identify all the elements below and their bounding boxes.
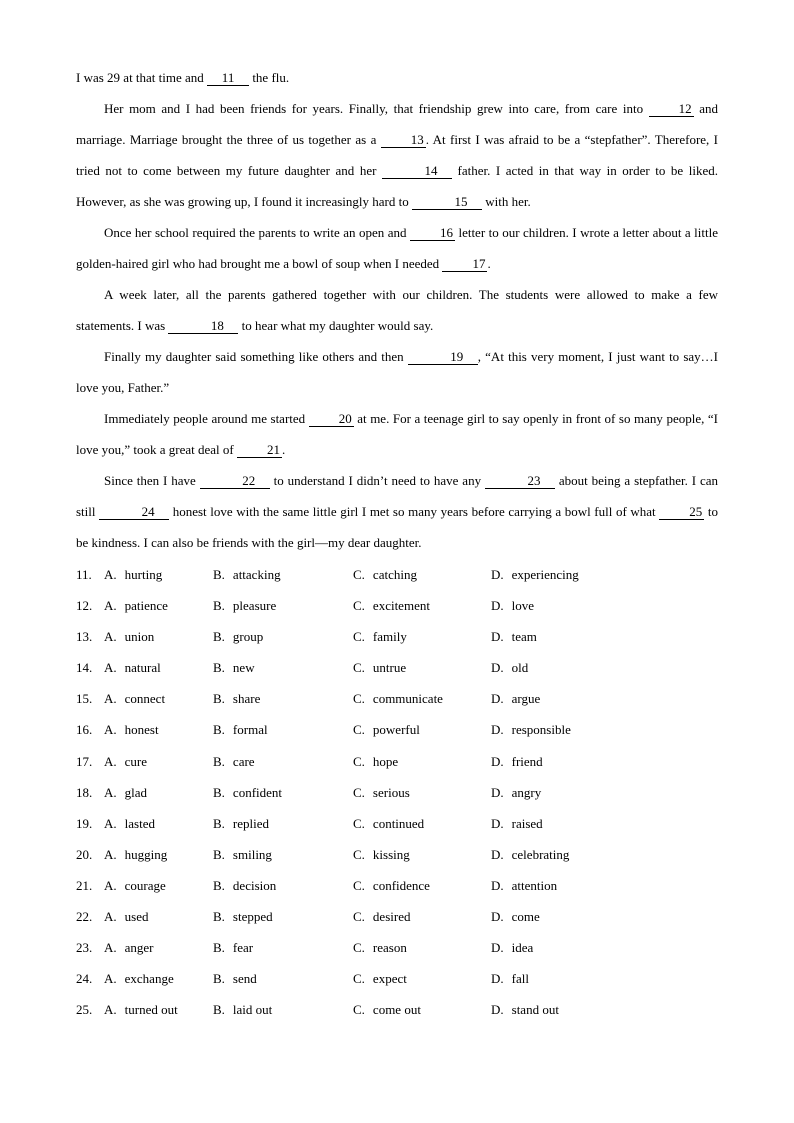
option-a <box>104 567 162 583</box>
option-letter: A. <box>104 598 117 614</box>
option-c <box>353 940 407 956</box>
option-letter: D. <box>491 909 504 925</box>
option-text: connect <box>124 691 166 707</box>
question-number: 20. <box>76 846 93 862</box>
option-text: desired <box>372 909 411 925</box>
option-letter: C. <box>353 753 365 769</box>
option-letter: B. <box>213 846 225 862</box>
option-text: pleasure <box>232 598 277 614</box>
option-d <box>491 878 557 894</box>
blank-20: 20 <box>309 412 354 427</box>
option-c <box>353 660 406 676</box>
option-c <box>353 1002 421 1018</box>
option-letter: C. <box>353 846 365 862</box>
blank-11: 11 <box>207 71 249 86</box>
option-text: excitement <box>372 598 430 614</box>
option-letter: D. <box>491 940 504 956</box>
option-letter: D. <box>491 846 504 862</box>
option-letter: B. <box>213 784 225 800</box>
option-a <box>104 598 168 614</box>
option-letter: D. <box>491 971 504 987</box>
option-letter: C. <box>353 877 365 893</box>
question-row <box>76 965 718 996</box>
question-row <box>76 748 718 779</box>
option-letter: C. <box>353 784 365 800</box>
option-text: come <box>511 909 540 925</box>
option-text: confidence <box>372 877 430 893</box>
question-number: 19. <box>76 815 93 831</box>
option-letter: D. <box>491 784 504 800</box>
option-b <box>213 598 276 614</box>
option-d <box>491 691 540 707</box>
passage-text: to understand I didn’t need to have any <box>269 473 485 488</box>
option-letter: B. <box>213 909 225 925</box>
blank-13: 13 <box>381 133 426 148</box>
passage-text: honest love with the same little girl I met so many years before carrying a bowl full of what <box>169 504 660 519</box>
option-a <box>104 629 154 645</box>
question-number: 17. <box>76 753 93 769</box>
option-letter: A. <box>104 971 117 987</box>
option-b <box>213 909 273 925</box>
option-letter: B. <box>213 940 225 956</box>
option-c <box>353 722 420 738</box>
question-row <box>76 872 718 903</box>
option-letter: D. <box>491 1002 504 1018</box>
question-row <box>76 934 718 965</box>
option-a <box>104 878 166 894</box>
option-text: love <box>511 598 535 614</box>
option-text: hugging <box>124 846 168 862</box>
blank-22: 22 <box>200 474 270 489</box>
option-b <box>213 785 282 801</box>
passage-paragraph <box>76 62 718 93</box>
option-b <box>213 567 281 583</box>
option-d <box>491 909 540 925</box>
blank-19: 19 <box>408 350 478 365</box>
option-letter: B. <box>213 877 225 893</box>
option-text: patience <box>124 598 168 614</box>
option-letter: D. <box>491 660 504 676</box>
passage-text: and marriage. Marriage brought the three of us together as a <box>76 101 718 147</box>
blank-17: 17 <box>442 257 487 272</box>
passage-paragraph <box>76 465 718 558</box>
question-row <box>76 561 718 592</box>
option-letter: D. <box>491 598 504 614</box>
option-letter: A. <box>104 1002 117 1018</box>
option-text: attention <box>511 877 558 893</box>
option-letter: A. <box>104 815 117 831</box>
option-letter: B. <box>213 629 225 645</box>
option-letter: A. <box>104 629 117 645</box>
option-text: exchange <box>124 971 174 987</box>
option-letter: B. <box>213 815 225 831</box>
option-text: laid out <box>232 1002 273 1018</box>
blank-24: 24 <box>99 505 169 520</box>
option-d <box>491 567 579 583</box>
option-letter: D. <box>491 877 504 893</box>
option-d <box>491 754 543 770</box>
option-b <box>213 971 257 987</box>
option-letter: A. <box>104 784 117 800</box>
passage-text: I was 29 at that time and <box>76 70 208 85</box>
option-b <box>213 754 255 770</box>
option-d <box>491 940 533 956</box>
option-text: team <box>511 629 537 645</box>
question-number: 22. <box>76 909 93 925</box>
option-d <box>491 847 569 863</box>
option-text: formal <box>232 722 268 738</box>
option-letter: C. <box>353 598 365 614</box>
question-number: 21. <box>76 877 93 893</box>
option-letter: B. <box>213 753 225 769</box>
passage-text: with her. <box>481 194 531 209</box>
option-letter: C. <box>353 971 365 987</box>
option-letter: B. <box>213 567 225 582</box>
passage-text: Her mom and I had been friends for years. Finally, that friendship grew into care, from care into <box>104 101 649 116</box>
option-a <box>104 909 148 925</box>
passage-text: Since then I have <box>104 473 200 488</box>
question-number: 18. <box>76 784 93 800</box>
option-text: decision <box>232 877 277 893</box>
option-letter: C. <box>353 815 365 831</box>
option-a <box>104 816 155 832</box>
option-letter: A. <box>104 722 117 738</box>
blank-23: 23 <box>485 474 555 489</box>
passage-paragraph <box>76 93 718 217</box>
blank-15: 15 <box>412 195 482 210</box>
option-text: group <box>232 629 264 645</box>
question-row <box>76 716 718 747</box>
option-text: argue <box>511 691 541 707</box>
option-text: replied <box>232 815 270 831</box>
option-b <box>213 816 269 832</box>
option-text: fall <box>511 971 529 987</box>
option-text: old <box>511 660 529 676</box>
question-row <box>76 685 718 716</box>
option-a <box>104 940 154 956</box>
option-letter: A. <box>104 567 117 582</box>
passage-text: Once her school required the parents to write an open and <box>104 225 410 240</box>
option-text: kissing <box>372 846 410 862</box>
question-row <box>76 903 718 934</box>
question-number: 12. <box>76 598 93 614</box>
question-row <box>76 841 718 872</box>
passage-text: father. I acted in that way in order to be liked. However, as she was growing up, I found it increasingly hard to <box>76 163 718 209</box>
question-row <box>76 779 718 810</box>
passage-text: to hear what my daughter would say. <box>238 318 434 333</box>
option-letter: B. <box>213 660 225 676</box>
option-c <box>353 754 398 770</box>
option-text: stepped <box>232 909 273 925</box>
option-letter: D. <box>491 691 504 707</box>
option-text: responsible <box>511 722 571 738</box>
option-letter: D. <box>491 753 504 769</box>
passage-paragraph <box>76 217 718 279</box>
option-letter: D. <box>491 815 504 831</box>
option-b <box>213 629 263 645</box>
option-text: friend <box>511 753 543 769</box>
option-a <box>104 754 147 770</box>
blank-14: 14 <box>382 164 452 179</box>
option-text: lasted <box>124 815 155 831</box>
passage-paragraph <box>76 403 718 465</box>
option-text: reason <box>372 940 407 956</box>
option-letter: C. <box>353 567 365 582</box>
option-letter: A. <box>104 660 117 676</box>
question-number: 23. <box>76 940 93 956</box>
blank-16: 16 <box>410 226 455 241</box>
option-letter: D. <box>491 567 504 582</box>
option-text: hurting <box>124 567 163 582</box>
question-number: 25. <box>76 1002 93 1018</box>
blank-12: 12 <box>649 102 694 117</box>
passage-text: Finally my daughter said something like others and then <box>104 349 408 364</box>
option-text: cure <box>124 753 148 769</box>
option-text: stand out <box>511 1002 559 1018</box>
passage-paragraph <box>76 341 718 403</box>
passage-text: Immediately people around me started <box>104 411 309 426</box>
option-text: share <box>232 691 261 707</box>
passage-text: , “At this very moment, I just want to say…I love you, Father.” <box>76 349 718 395</box>
question-row <box>76 996 718 1027</box>
option-letter: B. <box>213 722 225 738</box>
option-a <box>104 785 147 801</box>
passage-text: about being a stepfather. I can still <box>76 473 719 519</box>
option-a <box>104 1002 178 1018</box>
passage-text: at me. For a teenage girl to say openly in front of so many people, “I love you,” took a great deal of <box>76 411 718 457</box>
option-text: expect <box>372 971 407 987</box>
option-d <box>491 722 571 738</box>
option-text: honest <box>124 722 159 738</box>
option-letter: B. <box>213 1002 225 1018</box>
option-a <box>104 722 159 738</box>
option-text: natural <box>124 660 161 676</box>
option-c <box>353 598 430 614</box>
passage-text: letter to our children. I wrote a letter about a little golden-haired girl who had brought me a bowl of soup when I needed <box>76 225 718 271</box>
passage-paragraph <box>76 279 718 341</box>
question-row <box>76 654 718 685</box>
passage-text: to be kindness. I can also be friends with the girl—my dear daughter. <box>76 504 718 550</box>
option-b <box>213 878 276 894</box>
option-letter: B. <box>213 691 225 707</box>
option-letter: A. <box>104 940 117 956</box>
option-text: catching <box>372 567 417 582</box>
question-number: 14. <box>76 660 93 676</box>
question-number: 15. <box>76 691 93 707</box>
option-b <box>213 1002 272 1018</box>
option-d <box>491 785 541 801</box>
option-b <box>213 660 255 676</box>
blank-25: 25 <box>659 505 704 520</box>
option-letter: A. <box>104 909 117 925</box>
option-c <box>353 909 410 925</box>
option-c <box>353 785 410 801</box>
question-number: 16. <box>76 722 93 738</box>
option-d <box>491 971 529 987</box>
option-b <box>213 691 260 707</box>
option-text: turned out <box>124 1002 178 1018</box>
option-letter: A. <box>104 877 117 893</box>
question-row <box>76 810 718 841</box>
option-a <box>104 660 161 676</box>
option-c <box>353 691 443 707</box>
option-text: smiling <box>232 846 272 862</box>
option-text: used <box>124 909 149 925</box>
option-c <box>353 847 410 863</box>
option-d <box>491 660 528 676</box>
option-text: celebrating <box>511 846 570 862</box>
option-letter: D. <box>491 722 504 738</box>
option-c <box>353 629 407 645</box>
option-letter: C. <box>353 660 365 676</box>
option-letter: B. <box>213 598 225 614</box>
option-letter: C. <box>353 691 365 707</box>
blank-18: 18 <box>168 319 238 334</box>
option-letter: A. <box>104 691 117 707</box>
question-row <box>76 592 718 623</box>
option-b <box>213 722 268 738</box>
option-a <box>104 691 165 707</box>
option-c <box>353 567 417 583</box>
answer-options <box>76 561 718 1027</box>
option-text: hope <box>372 753 399 769</box>
option-text: courage <box>124 877 166 893</box>
option-d <box>491 816 543 832</box>
option-text: come out <box>372 1002 421 1018</box>
option-text: raised <box>511 815 543 831</box>
option-text: union <box>124 629 155 645</box>
option-text: communicate <box>372 691 443 707</box>
option-c <box>353 971 407 987</box>
question-row <box>76 623 718 654</box>
option-d <box>491 629 537 645</box>
option-text: family <box>372 629 407 645</box>
option-a <box>104 971 174 987</box>
option-text: experiencing <box>511 567 579 582</box>
option-text: anger <box>124 940 154 956</box>
option-text: care <box>232 753 255 769</box>
passage-text: . At first I was afraid to be a “stepfather”. Therefore, I tried not to come between my future daughter and her <box>76 132 719 178</box>
passage-text: the flu. <box>249 70 290 85</box>
passage-text: . <box>487 256 491 271</box>
option-text: continued <box>372 815 425 831</box>
option-text: idea <box>511 940 534 956</box>
option-letter: C. <box>353 722 365 738</box>
question-number: 11. <box>76 567 92 582</box>
passage-text: A week later, all the parents gathered together with our children. The students were allowed to make a few statements. I was <box>76 287 718 333</box>
option-text: untrue <box>372 660 407 676</box>
option-text: send <box>232 971 257 987</box>
question-number: 13. <box>76 629 93 645</box>
option-letter: B. <box>213 971 225 987</box>
option-text: angry <box>511 784 542 800</box>
option-b <box>213 847 272 863</box>
option-letter: C. <box>353 909 365 925</box>
option-letter: D. <box>491 629 504 645</box>
cloze-passage <box>76 62 718 558</box>
option-c <box>353 816 424 832</box>
option-c <box>353 878 430 894</box>
option-letter: A. <box>104 846 117 862</box>
option-letter: C. <box>353 940 365 956</box>
option-text: powerful <box>372 722 420 738</box>
option-d <box>491 598 534 614</box>
option-d <box>491 1002 559 1018</box>
option-b <box>213 940 253 956</box>
option-letter: A. <box>104 753 117 769</box>
option-text: fear <box>232 940 254 956</box>
passage-text: . <box>282 442 286 457</box>
option-a <box>104 847 167 863</box>
option-text: new <box>232 660 255 676</box>
option-text: serious <box>372 784 410 800</box>
blank-21: 21 <box>237 443 282 458</box>
question-number: 24. <box>76 971 93 987</box>
option-text: glad <box>124 784 148 800</box>
option-text: attacking <box>232 567 281 582</box>
option-letter: C. <box>353 1002 365 1018</box>
option-letter: C. <box>353 629 365 645</box>
option-text: confident <box>232 784 283 800</box>
